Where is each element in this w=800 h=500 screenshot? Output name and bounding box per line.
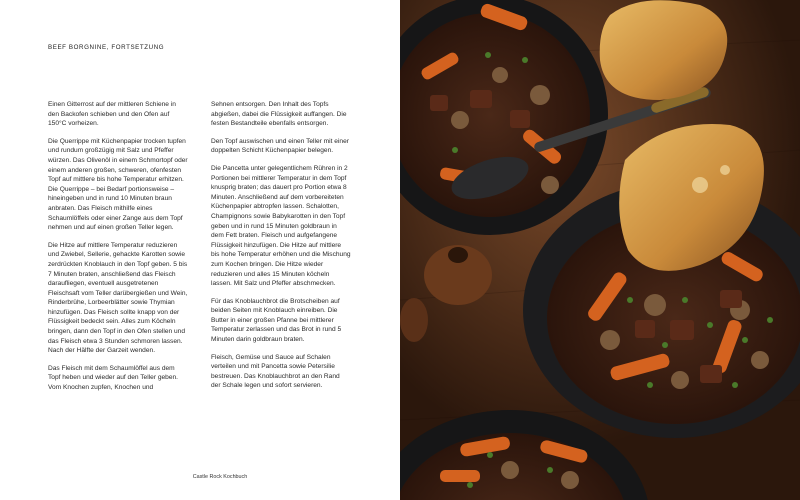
- paragraph: Einen Gitterrost auf der mittleren Schiene in den Backofen schieben und den Ofen auf 150°C vorheizen.: [48, 101, 176, 128]
- food-photo-page: [400, 0, 800, 500]
- running-head: BEEF BORGNINE, FORTSETZUNG: [48, 44, 165, 51]
- page-footer: Castle Rock Kochbuch: [192, 474, 248, 480]
- paragraph: Das Fleisch mit dem Schaumlöffel aus dem Topf heben und wieder auf den Teller geben. Vom Knochen zupfen, Knochen und: [48, 364, 179, 392]
- paragraph: Fleisch, Gemüse und Sauce auf Schalen verteilen und mit Pancetta sowie Petersilie bestreuen. Das Knoblauchbrot an den Rand der Schale legen und sofort servieren.: [211, 353, 340, 390]
- paragraph: Die Pancetta unter gelegentlichem Rühren in 2 Portionen bei mittlerer Temperatur in dem Topf knusprig braten; das dauert pro Portion etwa 8 Minuten. Anschließend auf dem vorbereiteten Küchenpapier abtropfen lassen. Schalotten, Champignons sowie Babykarotten in den Topf geben und in rund 15 Minuten goldbraun in dem Fett braten. Fleisch und aufgefangene Flüssigkeit hinzufügen. Die Hitze auf mittlere bis hohe Temperatur erhöhen und die Mischung zum Kochen bringen. Die Hitze wieder reduzieren und alles 15 Minuten köcheln lassen. Mit Salz und Pfeffer abschmecken.: [211, 164, 351, 288]
- paragraph: Die Querrippe mit Küchenpapier trocken tupfen und rundum großzügig mit Salz und Pfeffer würzen. Das Olivenöl in einem Schmortopf oder einem anderen großen, schweren, ofenfesten Topf auf mittlere bis hohe Temperatur erhitzen. Die Querrippe – bei Bedarf portionsweise – hineingeben und in rund 10 Minuten braun anbraten. Das Fleisch mithilfe eines Schaumlöffels oder einer Zange aus dem Topf nehmen und auf einen großen Teller legen.: [48, 137, 188, 232]
- paragraph: Die Hitze auf mittlere Temperatur reduzieren und Zwiebel, Sellerie, gehackte Karotten sowie zerdrückten Knoblauch in den Topf geben. 5 bis 7 Minuten braten, anschließend das Fleisch daraufliegen, eventuell ausgetretenen Fleischsaft vom Teller darübergießen und Wein, Rinderbrühe, Lorbeerblätter sowie Thymian hinzufügen. Das Fleisch sollte knapp von der Flüssigkeit bedeckt sein. Alles zum Köcheln bringen, dann den Topf in den Ofen stellen und das Fleisch etwa 3 Stunden schmoren lassen. Nach der Hälfte der Garzeit wenden.: [48, 241, 188, 355]
- text-column-1: [48, 100, 188, 401]
- stew-photo: [400, 0, 800, 500]
- paragraph: Den Topf auswischen und einen Teller mit einer doppelten Schicht Küchenpapier belegen.: [211, 137, 349, 155]
- paragraph: Sehnen entsorgen. Den Inhalt des Topfs abgießen, dabei die Flüssigkeit auffangen. Die festen Bestandteile ebenfalls entsorgen.: [211, 101, 347, 128]
- paragraph: Für das Knoblauchbrot die Brotscheiben auf beiden Seiten mit Knoblauch einreiben. Die Butter in einer großen Pfanne bei mittlerer Temperatur zerlassen und das Brot in rund 5 Minuten darin goldbraun braten.: [211, 297, 342, 344]
- text-column-2: [211, 100, 351, 399]
